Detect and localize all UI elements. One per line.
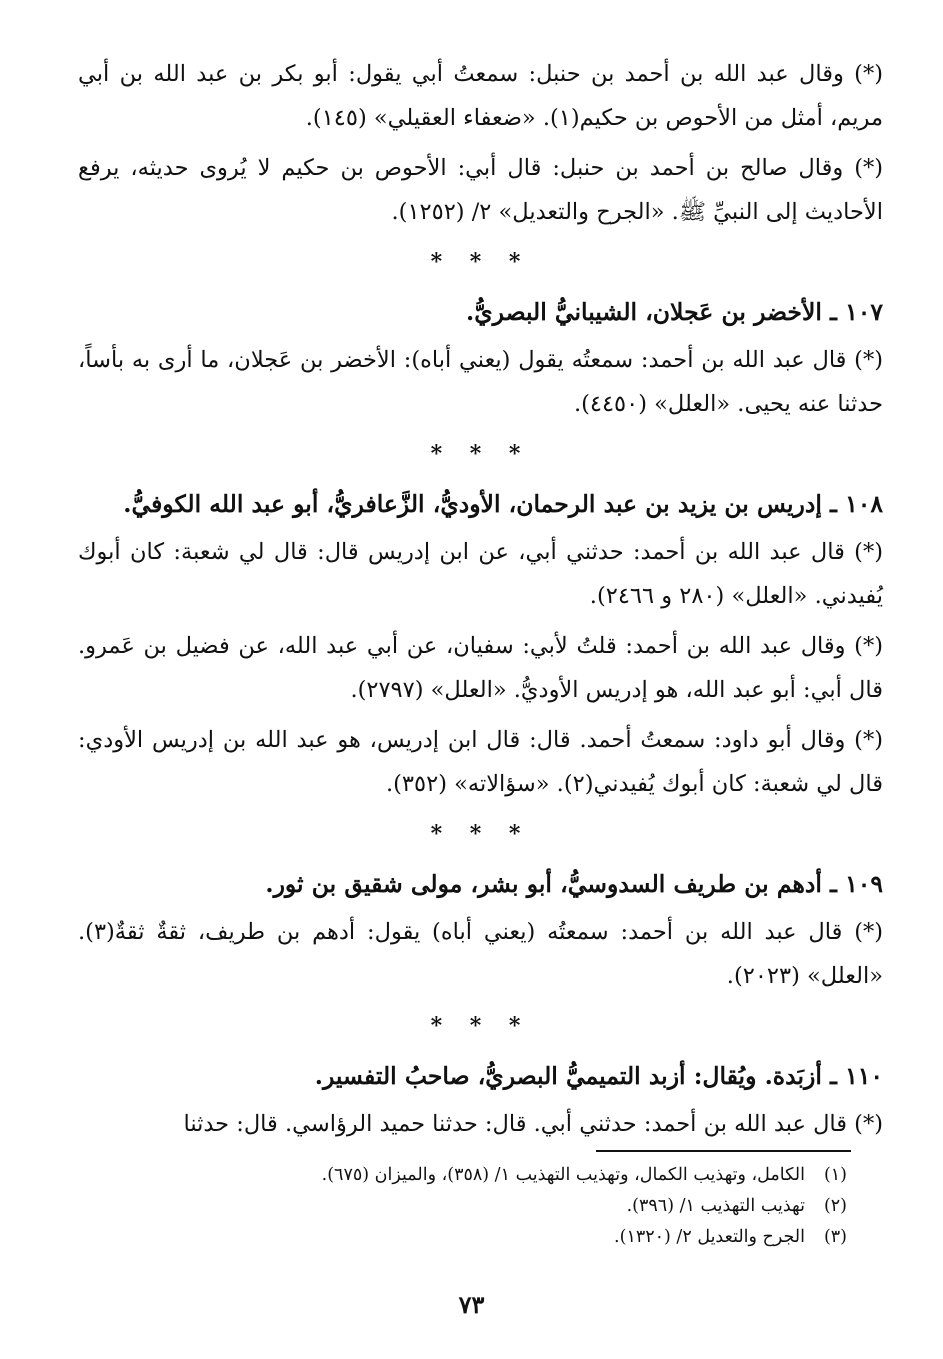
footnote-text: الجرح والتعديل ٢/ (١٣٢٠). — [614, 1227, 805, 1247]
entry-heading-107: ١٠٧ ـ الأخضر بن عَجلان، الشيبانيُّ البصريُّ. — [466, 298, 883, 326]
footnote — [78, 1222, 847, 1253]
footnote-number: (٢) — [823, 1196, 847, 1216]
paragraph: (*) وقال صالح بن أحمد بن حنبل: قال أبي: الأحوص بن حكيم لا يُروى حديثه، يرفع الأحاديث إلى النبيِّ ﷺ. «الجرح والتعديل» ٢/ (١٢٥٢). — [78, 155, 883, 225]
paragraph: (*) وقال عبد الله بن أحمد بن حنبل: سمعتُ أبي يقول: أبو بكر بن عبد الله بن أبي مريم، أمثل من الأحوص بن حكيم(١). «ضعفاء العقيلي» (١٤٥). — [78, 61, 883, 131]
section-separator: * * * — [430, 1013, 531, 1039]
paragraph: (*) قال عبد الله بن أحمد: سمعتُه يقول (يعني أباه): الأخضر بن عَجلان، ما أرى به بأساً، حدثنا عنه يحيى. «العلل» (٤٤٥٠). — [78, 347, 883, 417]
footnote — [78, 1191, 847, 1222]
footnotes — [78, 1160, 847, 1253]
section-separator: * * * — [430, 821, 531, 847]
footnote-number: (٣) — [823, 1227, 847, 1247]
paragraph: (*) قال عبد الله بن أحمد: سمعتُه (يعني أباه) يقول: أدهم بن طريف، ثقةٌ ثقةٌ(٣). «العلل» (٢٠٢٣). — [78, 919, 883, 989]
paragraph: (*) وقال أبو داود: سمعتُ أحمد. قال: قال ابن إدريس، هو عبد الله بن إدريس الأودي: قال لي شعبة: كان أبوك يُفيدني(٢). «سؤالاته» (٣٥٢). — [78, 727, 883, 797]
paragraph: (*) قال عبد الله بن أحمد: حدثني أبي. قال: حدثنا حميد الرؤاسي. قال: حدثنا — [183, 1111, 883, 1137]
footnote-text: تهذيب التهذيب ١/ (٣٩٦). — [626, 1196, 805, 1216]
page-number: ٧٣ — [458, 1290, 485, 1319]
footnote-text: الكامل، وتهذيب الكمال، وتهذيب التهذيب ١/ (٣٥٨)، والميزان (٦٧٥). — [321, 1165, 805, 1185]
footnote — [78, 1160, 847, 1191]
entry-heading-108: ١٠٨ ـ إدريس بن يزيد بن عبد الرحمان، الأوديُّ، الزَّعافريُّ، أبو عبد الله الكوفيُّ. — [123, 490, 883, 518]
section-separator: * * * — [430, 249, 531, 275]
paragraph: (*) قال عبد الله بن أحمد: حدثني أبي، عن ابن إدريس قال: قال لي شعبة: كان أبوك يُفيدني. «العلل» (٢٨٠ و ٢٤٦٦). — [78, 539, 883, 609]
entry-heading-110: ١١٠ ـ أزبَدة. ويُقال: أزبد التميميُّ البصريُّ، صاحبُ التفسير. — [314, 1062, 883, 1090]
entry-heading-109: ١٠٩ ـ أدهم بن طريف السدوسيُّ، أبو بشر، مولى شقيق بن ثور. — [265, 870, 883, 898]
section-separator: * * * — [430, 441, 531, 467]
footnote-number: (١) — [823, 1165, 847, 1185]
footnote-rule — [596, 1150, 851, 1152]
paragraph: (*) وقال عبد الله بن أحمد: قلتُ لأبي: سفيان، عن أبي عبد الله، عن فضيل بن عَمرو. قال أبي: أبو عبد الله، هو إدريس الأوديُّ. «العلل» (٢٧٩٧). — [78, 633, 883, 703]
